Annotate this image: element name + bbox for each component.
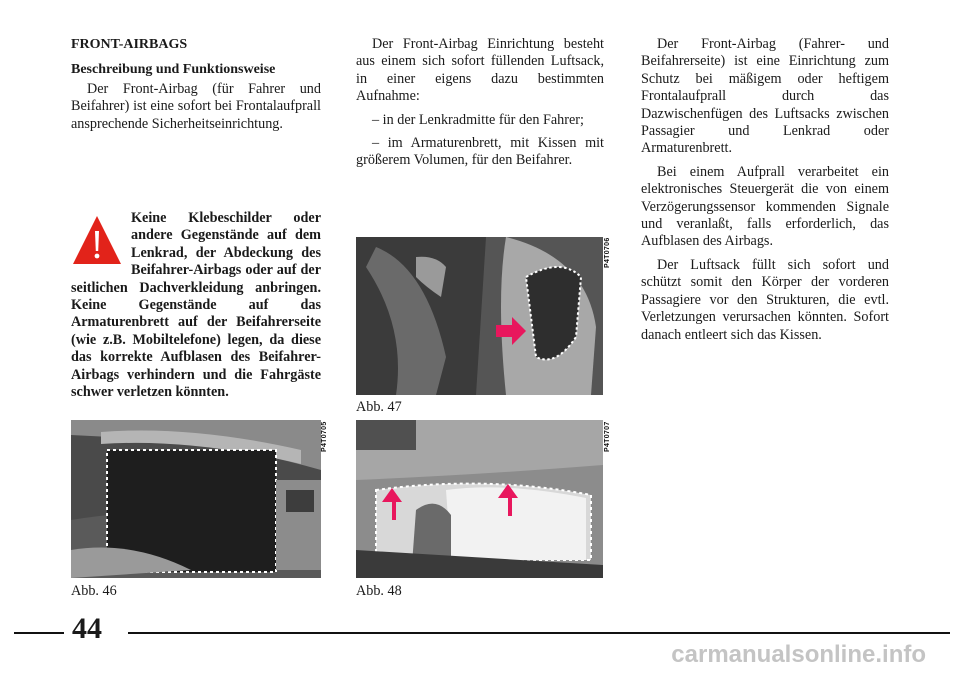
col3-paragraph-1: Der Front-Airbag (Fahrer- und Beifahrerseite) ist eine Einrichtung zum Schutz bei mäßigem oder heftigem Frontalaufprall durch das Dazwischenfügen des Luftsacks zwischen Passagier und Lenkrad oder Armaturenbrett. bbox=[641, 36, 889, 157]
warning-block bbox=[71, 210, 321, 401]
figure-46-caption: Abb. 46 bbox=[71, 583, 117, 599]
section-subheading: Beschreibung und Funktionsweise bbox=[71, 62, 276, 78]
footer-rule-right bbox=[128, 632, 950, 634]
figure-46-code: P4T0705 bbox=[321, 421, 328, 452]
column-3 bbox=[641, 36, 889, 344]
figure-47-caption: Abb. 47 bbox=[356, 399, 402, 415]
column-1 bbox=[71, 36, 321, 133]
page-number: 44 bbox=[72, 612, 102, 645]
watermark-text: carmanualsonline.info bbox=[671, 641, 926, 668]
col3-paragraph-3: Der Luftsack füllt sich sofort und schützt somit den Körper der vorderen Passagiere vor den Strukturen, die evtl. Verletzungen verursachen könnten. Sofort danach entleert sich das Kissen. bbox=[641, 256, 889, 343]
figure-47-code: P4T0706 bbox=[604, 237, 611, 268]
figure-46-photo bbox=[71, 420, 321, 578]
figure-47-photo bbox=[356, 237, 603, 395]
intro-paragraph: Der Front-Airbag (für Fahrer und Beifahrer) ist eine sofort bei Frontalaufprall ansprechende Sicherheitseinrichtung. bbox=[71, 80, 321, 132]
figure-48-photo bbox=[356, 420, 603, 578]
col2-paragraph-1: Der Front-Airbag Einrichtung besteht aus einem sich sofort füllenden Luftsack, in einer eigens dazu bestimmten Aufnahme: bbox=[356, 36, 604, 105]
figure-48-code: P4T0707 bbox=[604, 421, 611, 452]
warning-text: Keine Klebeschilder oder andere Gegenstände auf dem Lenkrad, der Abdeckung des Beifahrer-Airbags oder auf der seitlichen Dachverkleidung anbringen. Keine Gegenstände auf das Armaturenbrett auf der Beifahrerseite (wie z.B. Mobiltelefone) legen, da diese das korrekte Aufblasen des Beifahrer-Airbags verhindern und die Fahrgäste schwer verletzen könnten. bbox=[71, 210, 321, 401]
col2-paragraph-3: – im Armaturenbrett, mit Kissen mit größerem Volumen, für den Beifahrer. bbox=[356, 135, 604, 169]
col2-paragraph-2: – in der Lenkradmitte für den Fahrer; bbox=[372, 111, 584, 128]
col3-paragraph-2: Bei einem Aufprall verarbeitet ein elektronisches Steuergerät die von einem Verzögerungssensor kommenden Signale und veranlaßt, falls erforderlich, das Aufblasen des Airbags. bbox=[641, 163, 889, 250]
footer-rule-left bbox=[14, 632, 64, 634]
figure-48-caption: Abb. 48 bbox=[356, 583, 402, 599]
column-2 bbox=[356, 36, 604, 170]
section-heading: FRONT-AIRBAGS bbox=[71, 37, 188, 52]
warning-triangle-icon bbox=[71, 214, 123, 266]
